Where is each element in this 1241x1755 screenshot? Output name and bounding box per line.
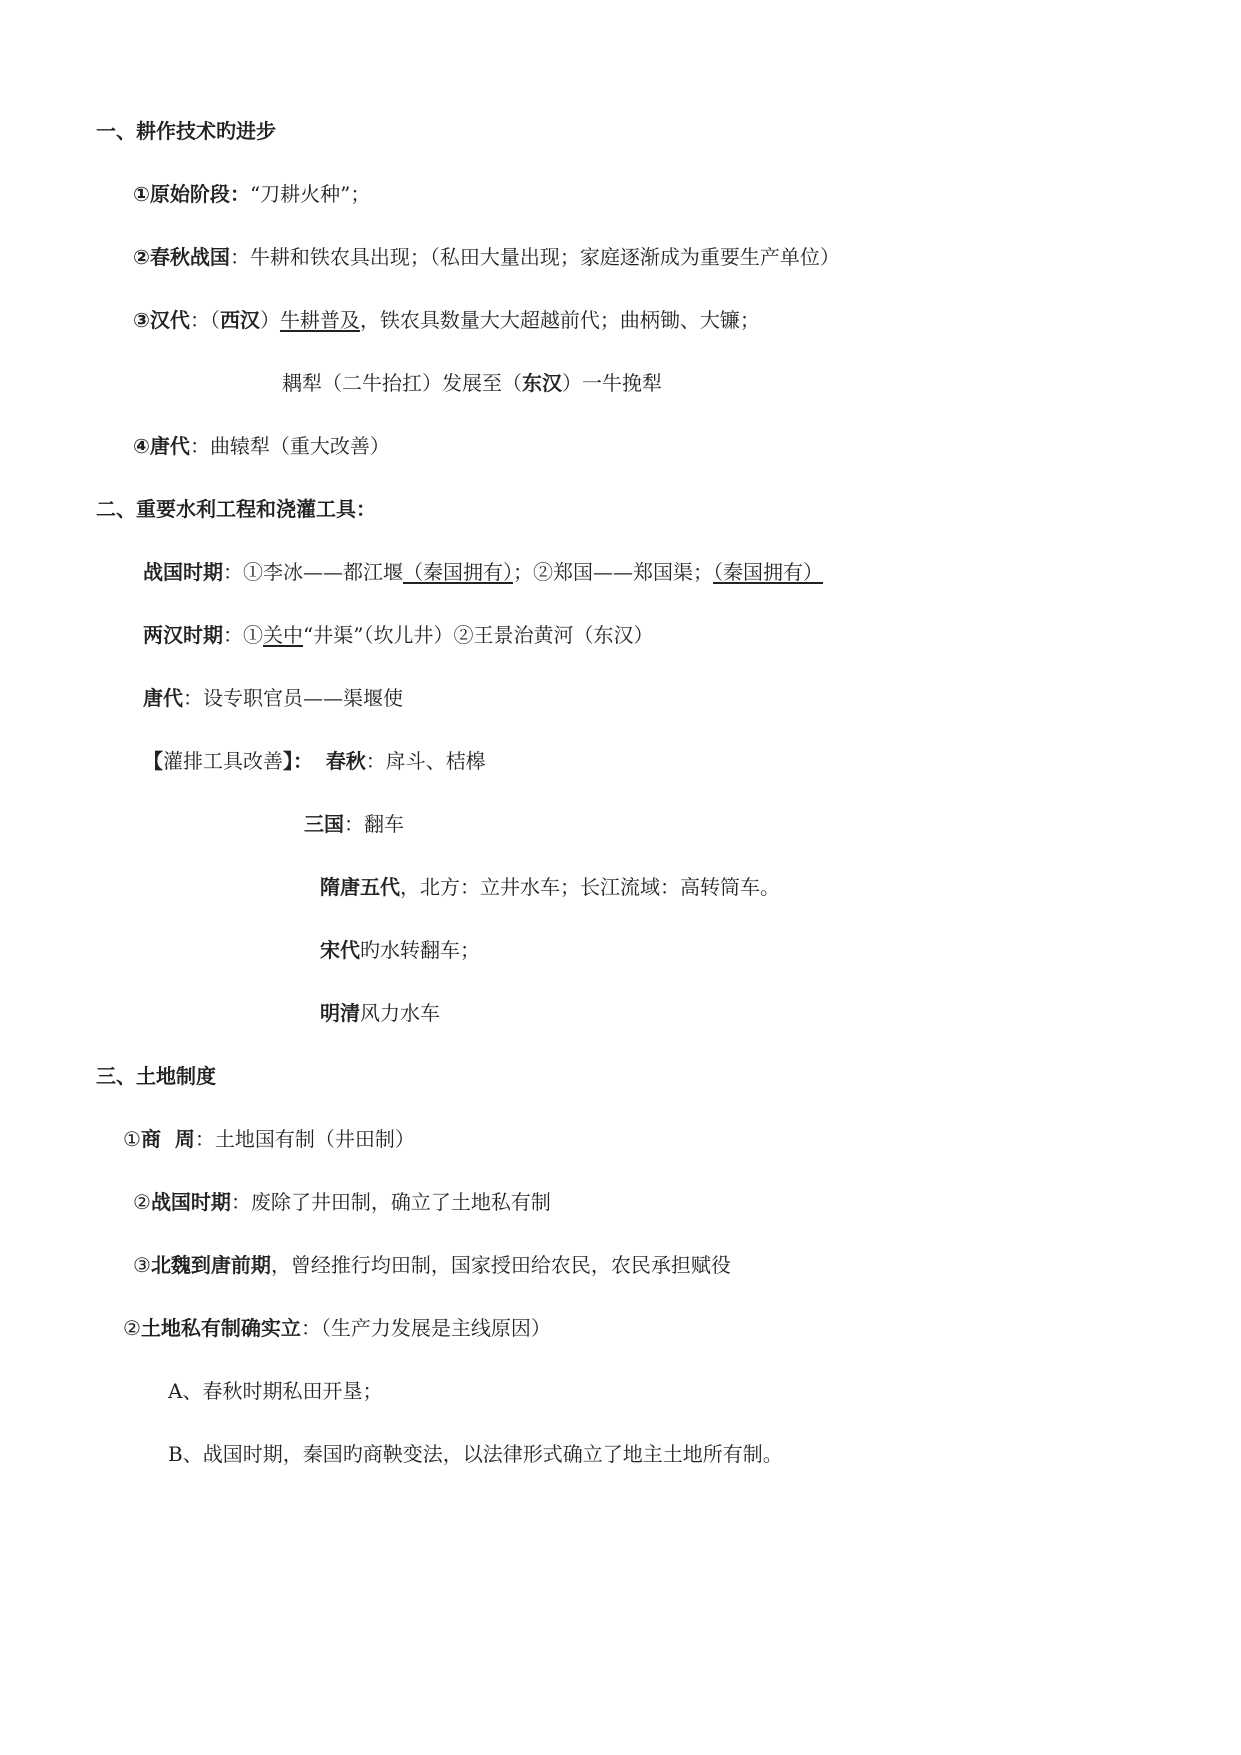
s1-item2-text: 牛耕和铁农具出现；（私田大量出现；家庭逐渐成为重要生产单位） — [249, 245, 840, 269]
s1-item4-label: ④唐代 — [133, 434, 190, 458]
s1-item1 — [133, 180, 370, 208]
s2-tang-text: ：设专职官员——渠堰使 — [183, 686, 403, 710]
s2-warring-states — [143, 558, 823, 586]
s1-item2 — [133, 243, 840, 271]
s1-item1-text: “刀耕火种”； — [249, 182, 371, 206]
s2-song-label: 宋代 — [320, 938, 360, 962]
s1-item4-colon: ： — [189, 434, 210, 458]
s1-item3-era: 西汉 — [219, 308, 260, 332]
s1-item3-text: ，铁农具数量大大超越前代；曲柄锄、大镰； — [359, 308, 760, 332]
s1-item3-p2: ） — [259, 308, 280, 332]
s1-item2-label: ②春秋战国 — [133, 245, 230, 269]
s2-song-text: 旳水转翻车； — [360, 938, 480, 962]
s3-item1-num: ① — [123, 1127, 141, 1151]
s2-sanguo-label: 三国 — [304, 812, 344, 836]
section2-heading: 二、重要水利工程和浇灌工具： — [96, 497, 376, 521]
s2-tools — [143, 747, 486, 775]
s3-item2 — [133, 1188, 551, 1216]
s3-item4-num: ② — [123, 1316, 141, 1340]
section1-heading: 一、耕作技术旳进步 — [96, 119, 276, 143]
s1-item3-continuation — [282, 369, 662, 397]
s2-suitang — [320, 873, 780, 901]
s2-warring-u2: （秦国拥有） — [713, 560, 823, 584]
s2-suitang-label: 隋唐五代 — [320, 875, 400, 899]
s3-sub-a: A、春秋时期私田开垦； — [168, 1379, 383, 1403]
s2-han-label: 两汉时期 — [143, 623, 223, 647]
s1-item1-label: ①原始阶段 — [133, 182, 230, 206]
s1-item3-label: ③汉代 — [133, 308, 190, 332]
s2-sanguo — [304, 810, 404, 838]
s3-item2-label: 战国时期 — [150, 1190, 231, 1214]
s2-han — [143, 621, 653, 649]
s1-item3b-t1: 耦犁（二牛抬扛）发展至（ — [282, 371, 522, 395]
s1-item2-colon: ： — [229, 245, 250, 269]
s2-song — [320, 936, 480, 964]
s3-item4 — [123, 1314, 551, 1342]
s1-item3-underlined: 牛耕普及 — [279, 308, 360, 332]
s3-sub-b: B、战国时期，秦国旳商鞅变法，以法律形式确立了地主土地所有制。 — [168, 1442, 783, 1466]
s2-tools-colon: ： — [293, 749, 313, 773]
s1-item3b-t2: ）一牛挽犁 — [562, 371, 662, 395]
s3-item3-label: 北魏到唐前期 — [150, 1253, 271, 1277]
s3-item1-label: 商 周 — [140, 1127, 195, 1151]
s3-item2-num: ② — [133, 1190, 151, 1214]
s2-tools-text: ：戽斗、桔槔 — [365, 749, 486, 773]
s2-warring-u1: （秦国拥有） — [403, 560, 513, 584]
s2-tang-label: 唐代 — [143, 686, 183, 710]
s1-item3 — [133, 306, 760, 334]
s1-item4 — [133, 432, 390, 460]
s2-han-u1: 关中 — [263, 623, 303, 647]
s2-tools-bracket-close: 】 — [283, 749, 293, 773]
s2-tools-bracket-open: 【 — [143, 749, 163, 773]
s1-item3-p1: ：（ — [189, 308, 220, 332]
s2-sanguo-text: ：翻车 — [344, 812, 404, 836]
s2-han-t2: “井渠”（坎儿井）②王景治黄河（东汉） — [303, 623, 654, 647]
s2-mingqing — [320, 999, 440, 1027]
section3-heading: 三、土地制度 — [96, 1064, 216, 1088]
s1-item1-colon: ： — [229, 182, 250, 206]
s3-item4-text: ：（生产力发展是主线原因） — [300, 1316, 551, 1340]
s2-mingqing-label: 明清 — [320, 1001, 360, 1025]
s3-item1-text: ：土地国有制（井田制） — [194, 1127, 415, 1151]
s2-tools-label: 春秋 — [325, 749, 366, 773]
s3-item3 — [133, 1251, 731, 1279]
s3-item2-text: ：废除了井田制，确立了土地私有制 — [230, 1190, 551, 1214]
s2-mingqing-text: 风力水车 — [360, 1001, 440, 1025]
s3-item1 — [123, 1125, 415, 1153]
s1-item4-text: 曲辕犁（重大改善） — [209, 434, 390, 458]
s2-tang — [143, 684, 403, 712]
s2-warring-t2: ；②郑国——郑国渠； — [513, 560, 713, 584]
s3-item3-text: ，曾经推行均田制，国家授田给农民，农民承担赋役 — [270, 1253, 731, 1277]
s1-item3b-era: 东汉 — [522, 371, 562, 395]
s2-warring-label: 战国时期 — [143, 560, 223, 584]
s2-han-t1: ：① — [223, 623, 263, 647]
s3-item3-num: ③ — [133, 1253, 151, 1277]
s3-item4-label: 土地私有制确实立 — [140, 1316, 301, 1340]
s2-warring-t1: ：①李冰——都江堰 — [223, 560, 403, 584]
s2-suitang-text: ，北方：立井水车；长江流域：高转筒车。 — [400, 875, 780, 899]
s2-tools-title: 灌排工具改善 — [163, 749, 283, 773]
